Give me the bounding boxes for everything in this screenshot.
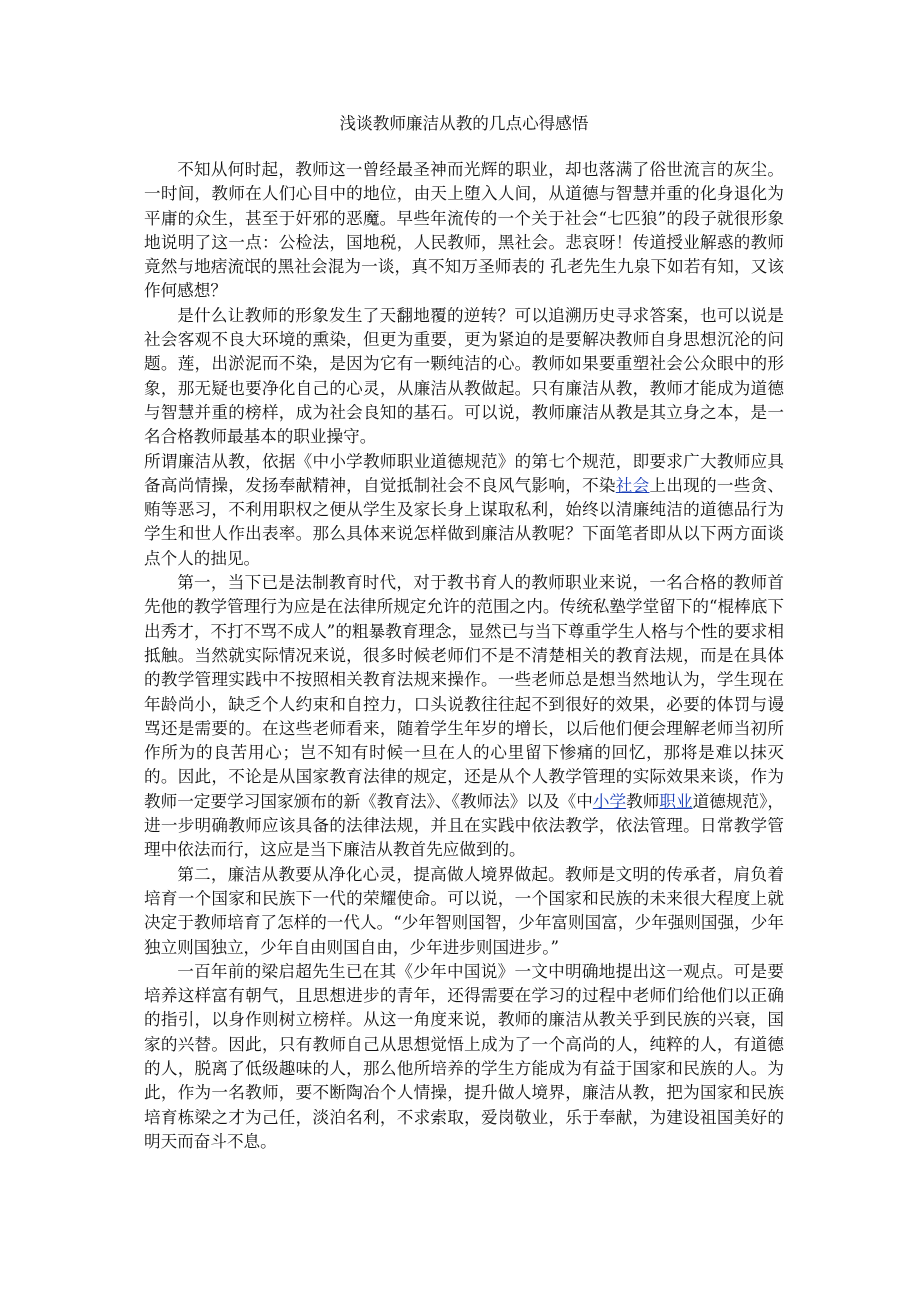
paragraph-6: 一百年前的梁启超先生已在其《少年中国说》一文中明确地提出这一观点。可是要培养这样富有朝气，且思想进步的青年，还得需要在学习的过程中老师们给他们以正确的指引，以身作则树立榜样。从这一角度来说，教师的廉洁从教关乎到民族的兴衰，国家的兴替。因此，只有教师自己从思想觉悟上成为了一个高尚的人，纯粹的人，有道德的人，脱离了低级趣味的人，那么他所培养的学生方能成为有益于国家和民族的人。为此，作为一名教师，要不断陶冶个人情操，提升做人境界，廉洁从教，把为国家和民族培育栋梁之才为己任，淡泊名利，不求索取，爱岗敬业，乐于奉献，为建设祖国美好的明天而奋斗不息。 [144,961,784,1151]
paragraph-3 [144,450,784,571]
document-page [144,112,784,1154]
link-profession[interactable]: 职业 [659,791,693,811]
paragraph-2: 是什么让教师的形象发生了天翻地覆的逆转？可以追溯历史寻求答案，也可以说是社会客观不良大环境的熏染，但更为重要，更为紧迫的是要解决教师自身思想沉沦的问题。莲，出淤泥而不染，是因为它有一颗纯洁的心。教师如果要重塑社会公众眼中的形象，那无疑也要净化自己的心灵，从廉洁从教做起。只有廉洁从教，教师才能成为道德与智慧并重的榜样，成为社会良知的基石。可以说，教师廉洁从教是其立身之本，是一名合格教师最基本的职业操守。 [144,305,784,447]
paragraph-4-text-b: 教师 [626,791,660,811]
paragraph-4 [144,571,784,863]
document-title: 浅谈教师廉洁从教的几点心得感悟 [339,114,589,133]
paragraph-5: 第二，廉洁从教要从净化心灵，提高做人境界做起。教师是文明的传承者，肩负着培育一个国家和民族下一代的荣耀使命。可以说，一个国家和民族的未来很大程度上就决定于教师培育了怎样的一代人。“少年智则国智，少年富则国富，少年强则国强，少年独立则国独立，少年自由则国自由，少年进步则国进步。” [144,864,784,957]
paragraph-3-text-a: 所谓廉洁从教，依据《中小学教师职业道德规范》的第七个规范，即要求广大教师应具备高尚情操，发扬奉献精神，自觉抵制社会不良风气影响，不染 [144,451,784,495]
paragraph-1: 不知从何时起，教师这一曾经最圣神而光辉的职业，却也落满了俗世流言的灰尘。一时间，教师在人们心目中的地位，由天上堕入人间，从道德与智慧并重的化身退化为平庸的众生，甚至于奸邪的恶魔。早些年流传的一个关于社会“七匹狼”的段子就很形象地说明了这一点：公检法，国地税，人民教师，黑社会。悲哀呀！传道授业解惑的教师竟然与地痞流氓的黑社会混为一谈，真不知万圣师表的 孔老先生九泉下如若有知，又该作何感想？ [144,160,784,301]
link-primary-school[interactable]: 小学 [592,791,627,811]
paragraph-4-text-c: 道德规范》，进一步明确教师应该具备的法律法规，并且在实践中依法教学，依法管理。日常教学管理中依法而行，这应是当下廉洁从教首先应做到的。 [144,791,785,860]
link-society[interactable]: 社会 [615,475,650,495]
paragraph-4-text-a: 第一，当下已是法制教育时代，对于教书育人的教师职业来说，一名合格的教师首先他的教学管理行为应是在法律所规定允许的范围之内。传统私塾学堂留下的“棍棒底下出秀才，不打不骂不成人”的粗暴教育理念，显然已与当下尊重学生人格与个性的要求相抵触。当然就实际情况来说，很多时候老师们不是不清楚相关的教育法规，而是在具体的教学管理实践中不按照相关教育法规来操作。一些老师总是想当然地认为，学生现在年龄尚小，缺乏个人约束和自控力，口头说教往往起不到很好的效果，必要的体罚与谩骂还是需要的。在这些老师看来，随着学生年岁的增长，以后他们便会理解老师当初所作所为的良苦用心；岂不知有时候一旦在人的心里留下惨痛的回忆，那将是难以抹灭的。因此，不论是从国家教育法律的规定，还是从个人教学管理的实际效果来谈，作为教师一定要学习国家颁布的新《教育法》、《教师法》以及《中 [144,573,784,811]
paragraph-3-text-b: 上出现的一些贪、贿等恶习，不利用职权之便从学生及家长身上谋取私利，始终以清廉纯洁的道德品行为学生和世人作出表率。那么具体来说怎样做到廉洁从教呢？下面笔者即从以下两方面谈点个人的拙见。 [144,475,785,568]
